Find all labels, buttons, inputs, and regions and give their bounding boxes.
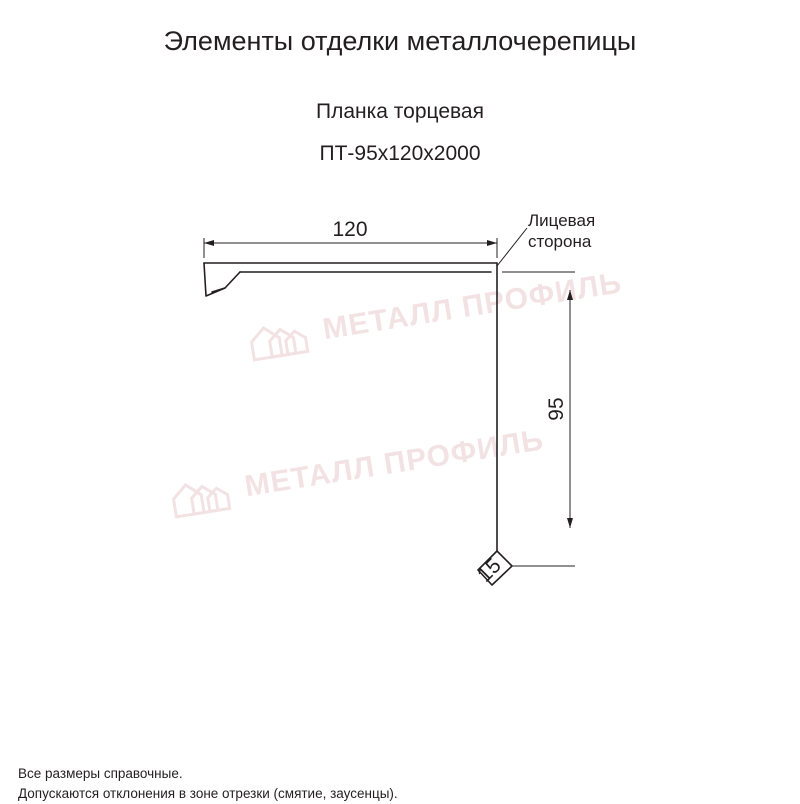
product-name: Планка торцевая bbox=[316, 100, 484, 123]
footnote-2: Допускаются отклонения в зоне отрезки (смятие, заусенцы). bbox=[18, 786, 398, 801]
face-side-label-line2: сторона bbox=[528, 232, 592, 251]
footnote-1: Все размеры справочные. bbox=[18, 766, 183, 781]
footnotes bbox=[18, 764, 398, 804]
face-side-label-line1: Лицевая bbox=[528, 211, 596, 230]
dimension-120 bbox=[204, 238, 497, 258]
dimension-15-label: 15 bbox=[473, 554, 506, 587]
dimension-120-label: 120 bbox=[332, 218, 368, 241]
watermark-text: МЕТАЛЛ ПРОФИЛЬ bbox=[242, 423, 547, 504]
face-side-leader bbox=[497, 228, 527, 266]
dimension-95-label: 95 bbox=[545, 397, 568, 421]
page-title: Элементы отделки металлочерепицы bbox=[163, 26, 637, 56]
product-code: ПТ-95x120x2000 bbox=[319, 142, 481, 165]
profile-outline bbox=[204, 263, 512, 585]
watermark-text: МЕТАЛЛ ПРОФИЛЬ bbox=[320, 266, 625, 347]
